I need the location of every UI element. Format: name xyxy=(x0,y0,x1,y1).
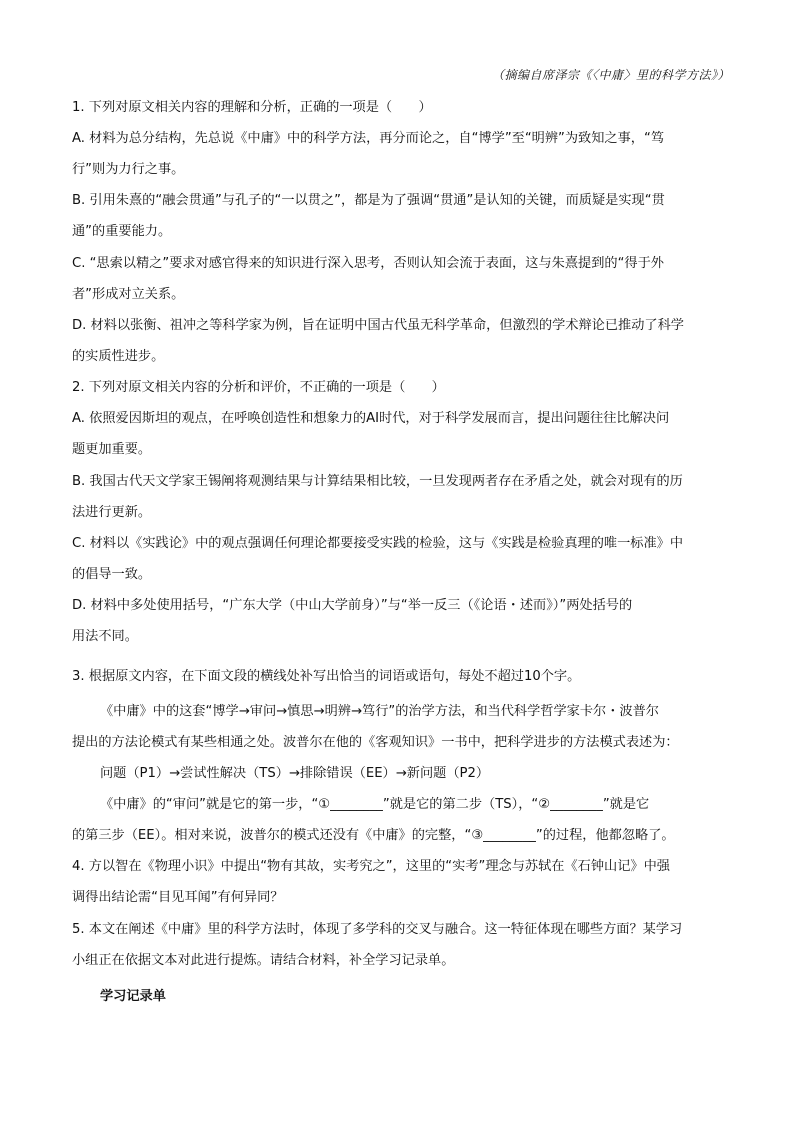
q1-option-a-line-2: 行”则为力行之事。 xyxy=(72,162,185,177)
question-4-line-2: 调得出结论需“目见耳闻”有何异同？ xyxy=(72,890,284,905)
q2-option-a-line-2: 题更加重要。 xyxy=(72,442,152,457)
q2-option-a-line-1: A. 依照爱因斯坦的观点，在呼唤创造性和想象力的AI时代，对于科学发展而言，提出问题往往比解决问 xyxy=(72,411,670,426)
source-note: （摘编自席泽宗《〈中庸〉里的科学方法》） xyxy=(491,68,730,82)
question-2-stem: 2. 下列对原文相关内容的分析和评价，不正确的一项是（ ） xyxy=(72,380,445,395)
question-4-line-1: 4. 方以智在《物理小识》中提出“物有其故，实考究之”，这里的“实考”理念与苏轼在《石钟山记》中强 xyxy=(72,859,670,874)
q1-option-c-line-1: C. “思索以精之”要求对感官得来的知识进行深入思考，否则认知会流于表面，这与朱熹提到的“得于外 xyxy=(72,256,664,271)
q1-option-d-line-1: D. 材料以张衡、祖冲之等科学家为例，旨在证明中国古代虽无科学革命，但激烈的学术辩论已推动了科学 xyxy=(72,318,684,333)
q2-option-d-line-2: 用法不同。 xyxy=(72,629,138,644)
q2-option-c-line-1: C. 材料以《实践论》中的观点强调任何理论都要接受实践的检验，这与《实践是检验真理的唯一标准》中 xyxy=(72,536,684,551)
question-5-line-2: 小组正在依据文本对此进行提炼。请结合材料，补全学习记录单。 xyxy=(72,953,455,968)
q2-option-b-line-2: 法进行更新。 xyxy=(72,505,152,520)
q3-passage-formula: 问题（P1）→尝试性解决（TS）→排除错误（EE）→新问题（P2） xyxy=(100,766,490,781)
question-1-stem: 1. 下列对原文相关内容的理解和分析，正确的一项是（ ） xyxy=(72,100,432,115)
q1-option-b-line-1: B. 引用朱熹的“融会贯通”与孔子的“一以贯之”，都是为了强调“贯通”是认知的关键，而质疑是实现“贯 xyxy=(72,193,665,208)
q1-option-c-line-2: 者”形成对立关系。 xyxy=(72,287,185,302)
q3-passage-line-1: 《中庸》中的这套“博学→审问→慎思→明辨→笃行”的治学方法，和当代科学哲学家卡尔・波普尔 xyxy=(100,704,659,719)
q3-passage-line-2: 提出的方法论模式有某些相通之处。波普尔在他的《客观知识》一书中，把科学进步的方法模式表述为： xyxy=(72,735,679,750)
q1-option-b-line-2: 通”的重要能力。 xyxy=(72,224,172,239)
q1-option-a-line-1: A. 材料为总分结构，先总说《中庸》中的科学方法，再分而论之，自“博学”至“明辨”为致知之事，“笃 xyxy=(72,131,665,146)
q2-option-c-line-2: 的倡导一致。 xyxy=(72,567,152,582)
study-record-heading: 学习记录单 xyxy=(100,989,166,1004)
question-3-stem: 3. 根据原文内容，在下面文段的横线处补写出恰当的词语或语句，每处不超过10个字。 xyxy=(72,669,581,684)
q3-passage-line-4: 的第三步（EE）。相对来说，波普尔的模式还没有《中庸》的完整，“③________”的过程，他都忽略了。 xyxy=(72,828,675,843)
q1-option-d-line-2: 的实质性进步。 xyxy=(72,349,165,364)
q3-passage-line-3: 《中庸》的“审问”就是它的第一步，“①________”就是它的第二步（TS），“②________”就是它 xyxy=(100,797,650,812)
q2-option-d-line-1: D. 材料中多处使用括号，“广东大学（中山大学前身）”与“举一反三（《论语・述而》）”两处括号的 xyxy=(72,598,633,613)
q2-option-b-line-1: B. 我国古代天文学家王锡阐将观测结果与计算结果相比较，一旦发现两者存在矛盾之处，就会对现有的历 xyxy=(72,474,683,489)
question-5-line-1: 5. 本文在阐述《中庸》里的科学方法时，体现了多学科的交叉与融合。这一特征体现在哪些方面？某学习 xyxy=(72,922,683,937)
